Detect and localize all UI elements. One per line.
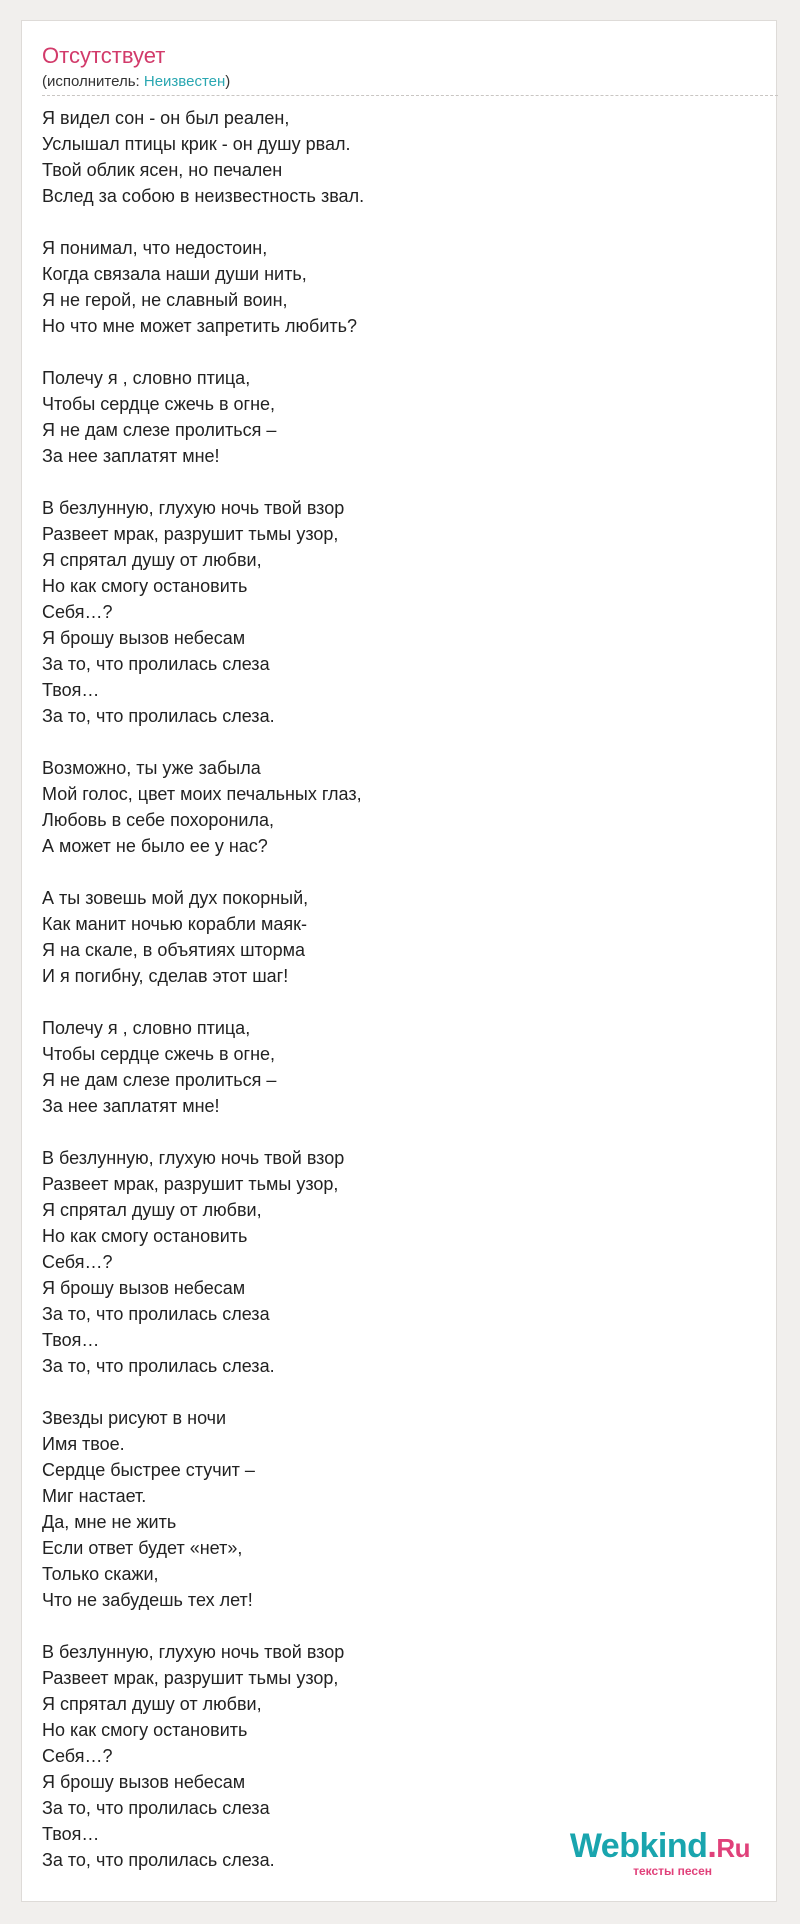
lyrics-line: Я спрятал душу от любви,	[42, 550, 262, 570]
lyrics-line: Любовь в себе похоронила,	[42, 810, 274, 830]
lyrics-line: Сердце быстрее стучит –	[42, 1460, 255, 1480]
lyrics-line: За то, что пролилась слеза	[42, 654, 270, 674]
lyrics-line: Возможно, ты уже забыла	[42, 758, 261, 778]
logo-wordmark	[570, 1829, 750, 1865]
artist-suffix: )	[225, 73, 231, 90]
lyrics-line: Но как смогу остановить	[42, 1720, 248, 1740]
lyrics-line: Как манит ночью корабли маяк-	[42, 914, 307, 934]
lyrics-line: За нее заплатят мне!	[42, 1096, 220, 1116]
lyrics-line: Я брошу вызов небесам	[42, 628, 246, 648]
lyrics-line: Но как смогу остановить	[42, 576, 248, 596]
lyrics-line: Чтобы сердце сжечь в огне,	[42, 1044, 276, 1064]
lyrics-text	[42, 105, 758, 1899]
lyrics-line: Я спрятал душу от любви,	[42, 1200, 262, 1220]
lyrics-line: Твоя…	[42, 1330, 100, 1350]
lyrics-stanza	[42, 1145, 758, 1379]
lyrics-line: А может не было ее у нас?	[42, 836, 268, 856]
lyrics-line: За то, что пролилась слеза	[42, 1798, 270, 1818]
lyrics-line: Когда связала наши души нить,	[42, 264, 307, 284]
lyrics-line: Да, мне не жить	[42, 1512, 177, 1532]
song-header	[42, 43, 758, 91]
lyrics-line: Но как смогу остановить	[42, 1226, 248, 1246]
lyrics-line: Я понимал, что недостоин,	[42, 238, 268, 258]
lyrics-line: Полечу я , словно птица,	[42, 368, 251, 388]
lyrics-stanza	[42, 1015, 758, 1119]
song-title: Отсутствует	[42, 43, 166, 68]
lyrics-line: Развеет мрак, разрушит тьмы узор,	[42, 1668, 339, 1688]
lyrics-line: В безлунную, глухую ночь твой взор	[42, 1148, 345, 1168]
lyrics-stanza	[42, 495, 758, 729]
lyrics-stanza	[42, 365, 758, 469]
logo-tagline: тексты песен	[633, 1864, 712, 1878]
lyrics-line: Я видел сон - он был реален,	[42, 108, 290, 128]
lyrics-line: Я брошу вызов небесам	[42, 1772, 246, 1792]
lyrics-line: Развеет мрак, разрушит тьмы узор,	[42, 1174, 339, 1194]
artist-prefix: (исполнитель:	[42, 73, 144, 90]
lyrics-line: Развеет мрак, разрушит тьмы узор,	[42, 524, 339, 544]
lyrics-stanza	[42, 885, 758, 989]
lyrics-line: Только скажи,	[42, 1564, 159, 1584]
lyrics-stanza	[42, 1405, 758, 1613]
logo-dot: .	[707, 1827, 717, 1865]
lyrics-line: Чтобы сердце сжечь в огне,	[42, 394, 276, 414]
lyrics-line: Твой облик ясен, но печален	[42, 160, 283, 180]
lyrics-line: Я брошу вызов небесам	[42, 1278, 246, 1298]
lyrics-line: Что не забудешь тех лет!	[42, 1590, 253, 1610]
lyrics-stanza	[42, 755, 758, 859]
lyrics-line: В безлунную, глухую ночь твой взор	[42, 498, 345, 518]
logo-tld: Ru	[716, 1833, 750, 1863]
lyrics-line: Себя…?	[42, 1252, 113, 1272]
lyrics-line: Если ответ будет «нет»,	[42, 1538, 243, 1558]
lyrics-line: Твоя…	[42, 680, 100, 700]
lyrics-line: Миг настает.	[42, 1486, 147, 1506]
lyrics-line: В безлунную, глухую ночь твой взор	[42, 1642, 345, 1662]
artist-link[interactable]: Неизвестен	[143, 73, 226, 90]
lyrics-line: За то, что пролилась слеза	[42, 1304, 270, 1324]
lyrics-line: Твоя…	[42, 1824, 100, 1844]
lyrics-line: Услышал птицы крик - он душу рвал.	[42, 134, 351, 154]
lyrics-line: Имя твое.	[42, 1434, 125, 1454]
lyrics-line: Полечу я , словно птица,	[42, 1018, 251, 1038]
artist-line	[42, 73, 758, 91]
logo-brand: Webkind	[569, 1827, 708, 1865]
lyrics-line: За то, что пролилась слеза.	[42, 706, 275, 726]
lyrics-line: Я не дам слезе пролиться –	[42, 420, 277, 440]
lyrics-line: Вслед за собою в неизвестность звал.	[42, 186, 365, 206]
lyrics-line: Себя…?	[42, 1746, 113, 1766]
webkind-logo[interactable]	[570, 1829, 750, 1877]
lyrics-line: Себя…?	[42, 602, 113, 622]
lyrics-line: Я не дам слезе пролиться –	[42, 1070, 277, 1090]
header-divider	[42, 95, 778, 96]
lyrics-line: За нее заплатят мне!	[42, 446, 220, 466]
lyrics-stanza	[42, 235, 758, 339]
lyrics-card	[21, 20, 777, 1902]
lyrics-line: Звезды рисуют в ночи	[42, 1408, 227, 1428]
lyrics-line: За то, что пролилась слеза.	[42, 1356, 275, 1376]
lyrics-line: За то, что пролилась слеза.	[42, 1850, 275, 1870]
lyrics-line: Мой голос, цвет моих печальных глаз,	[42, 784, 362, 804]
lyrics-line: Я на скале, в объятиях шторма	[42, 940, 305, 960]
lyrics-line: Но что мне может запретить любить?	[42, 316, 358, 336]
lyrics-line: А ты зовешь мой дух покорный,	[42, 888, 309, 908]
lyrics-line: Я спрятал душу от любви,	[42, 1694, 262, 1714]
lyrics-stanza	[42, 105, 758, 209]
lyrics-line: Я не герой, не славный воин,	[42, 290, 288, 310]
lyrics-line: И я погибну, сделав этот шаг!	[42, 966, 289, 986]
